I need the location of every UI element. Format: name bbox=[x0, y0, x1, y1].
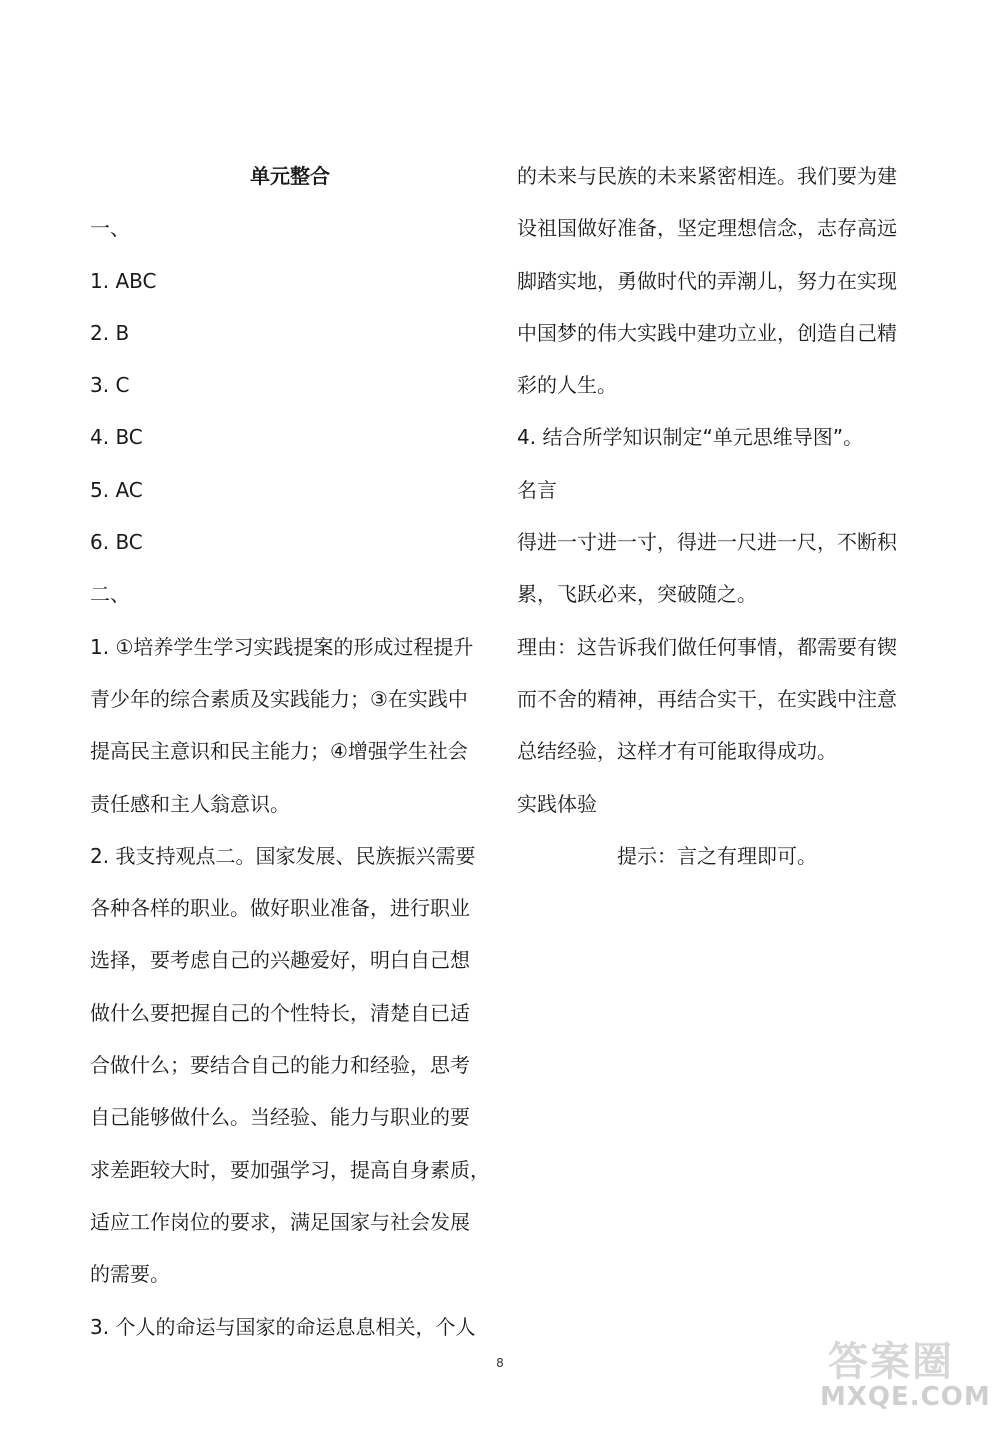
text-line: 而不舍的精神，再结合实干，在实践中注意 bbox=[517, 686, 897, 711]
text-line: 求差距较大时，要加强学习，提高自身素质， bbox=[90, 1157, 490, 1182]
text-line: 理由：这告诉我们做任何事情，都需要有锲 bbox=[517, 634, 897, 659]
answer-4: 4. BC bbox=[90, 425, 143, 450]
text-line: 中国梦的伟大实践中建功立业，创造自己精 bbox=[517, 320, 897, 345]
section-title: 单元整合 bbox=[250, 164, 330, 188]
text-line: 适应工作岗位的要求，满足国家与社会发展 bbox=[90, 1209, 470, 1234]
part-one-heading: 一、 bbox=[90, 216, 130, 241]
text-line: 累，飞跃必来，突破随之。 bbox=[517, 582, 757, 607]
text-line: 的需要。 bbox=[90, 1262, 170, 1287]
answer-3: 3. C bbox=[90, 373, 130, 398]
watermark-url: MXQE.COM bbox=[820, 1382, 991, 1412]
answer-6: 6. BC bbox=[90, 530, 143, 555]
text-line: 4. 结合所学知识制定“单元思维导图”。 bbox=[517, 425, 864, 450]
part-two-heading: 二、 bbox=[90, 582, 130, 607]
text-line: 得进一寸进一寸，得进一尺进一尺，不断积 bbox=[517, 530, 897, 555]
quote-heading: 名言 bbox=[517, 477, 557, 502]
text-line: 选择，要考虑自己的兴趣爱好，明白自己想 bbox=[90, 948, 470, 973]
text-line: 做什么要把握自己的个性特长，清楚自已适 bbox=[90, 1000, 470, 1025]
hint-line: 提示：言之有理即可。 bbox=[617, 843, 817, 868]
text-line: 脚踏实地，勇做时代的弄潮儿，努力在实现 bbox=[517, 268, 897, 293]
right-column bbox=[517, 150, 917, 882]
text-line: 1. ①培养学生学习实践提案的形成过程提升 bbox=[90, 634, 474, 659]
left-column bbox=[90, 150, 490, 1353]
text-line: 的未来与民族的未来紧密相连。我们要为建 bbox=[517, 164, 897, 188]
page-number: 8 bbox=[496, 1356, 504, 1370]
text-line: 总结经验，这样才有可能取得成功。 bbox=[517, 739, 837, 764]
text-line: 2. 我支持观点二。国家发展、民族振兴需要 bbox=[90, 843, 476, 868]
practice-heading: 实践体验 bbox=[517, 791, 597, 816]
answer-5: 5. AC bbox=[90, 477, 143, 502]
watermark-logo-text: 答案圈 bbox=[828, 1339, 954, 1385]
text-line: 各种各样的职业。做好职业准备，进行职业 bbox=[90, 896, 470, 921]
text-line: 青少年的综合素质及实践能力；③在实践中 bbox=[90, 686, 468, 711]
text-line: 3. 个人的命运与国家的命运息息相关，个人 bbox=[90, 1314, 476, 1339]
text-line: 合做什么；要结合自己的能力和经验，思考 bbox=[90, 1053, 470, 1078]
answer-1: 1. ABC bbox=[90, 268, 157, 293]
text-line: 责任感和主人翁意识。 bbox=[90, 791, 290, 816]
text-line: 彩的人生。 bbox=[517, 373, 617, 398]
text-line: 设祖国做好准备，坚定理想信念，志存高远 bbox=[517, 216, 897, 241]
site-watermark bbox=[820, 1330, 990, 1420]
text-line: 提高民主意识和民主能力；④增强学生社会 bbox=[90, 739, 468, 764]
text-line: 自己能够做什么。当经验、能力与职业的要 bbox=[90, 1105, 470, 1130]
answer-2: 2. B bbox=[90, 320, 130, 345]
